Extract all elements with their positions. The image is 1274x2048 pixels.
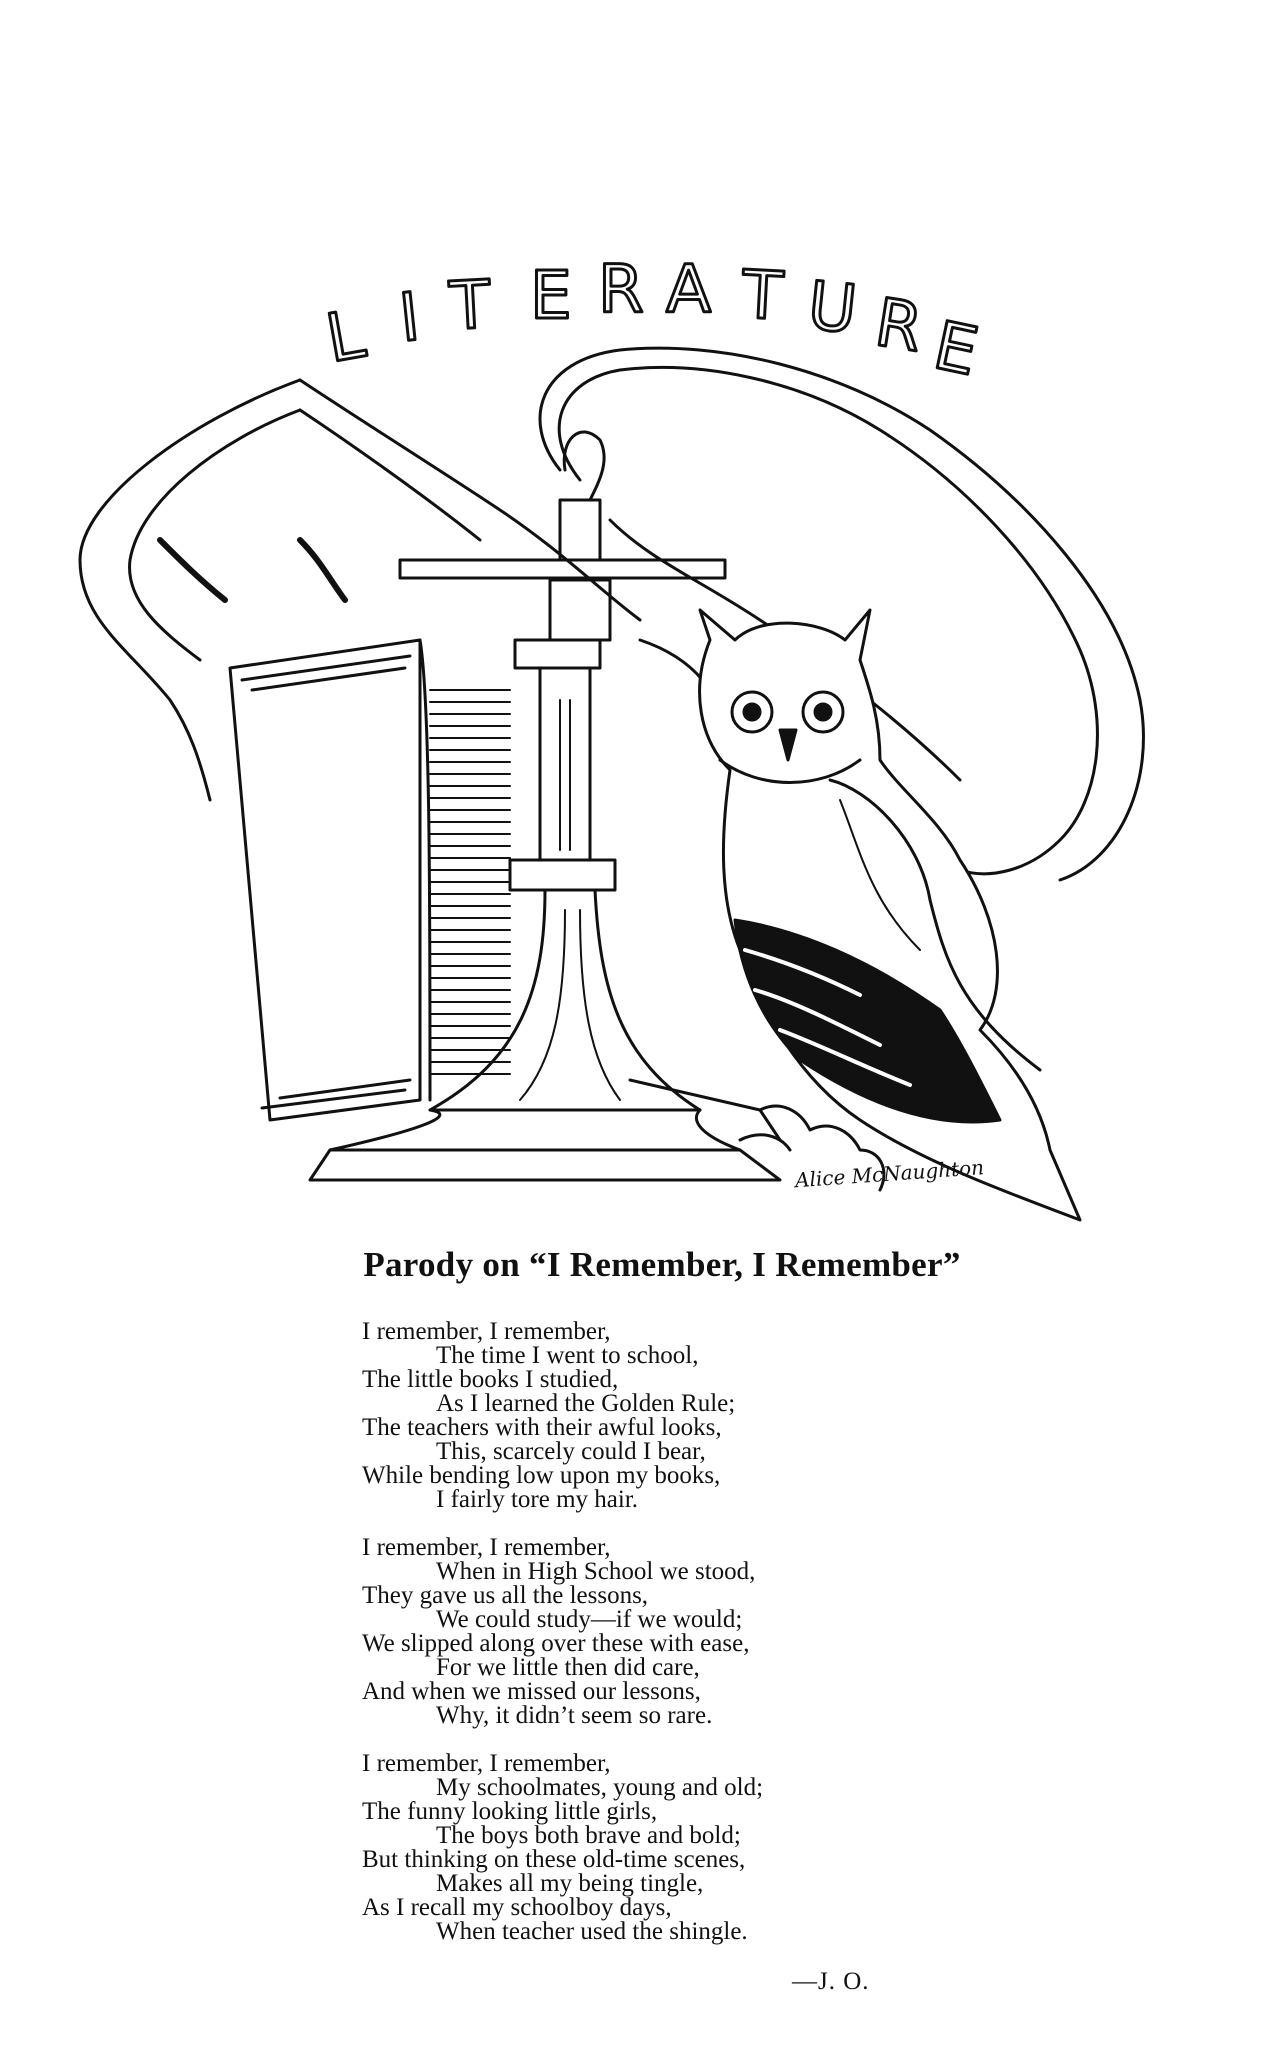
poem-line: I remember, I remember, [362,1534,611,1561]
poem-stanza [362,1536,922,1728]
poem-line: The funny looking little girls, [362,1798,658,1825]
banner-title [321,251,985,391]
owl-icon [700,610,1080,1220]
banner-letter: R [598,251,644,328]
poem-line: The little books I studied, [362,1366,619,1393]
poem-line: Why, it didn’t seem so rare. [436,1702,713,1729]
poem-line: This, scarcely could I bear, [436,1438,706,1465]
banner-letter: E [927,306,985,391]
banner-letter: E [530,257,572,334]
poem-line: And when we missed our lessons, [362,1678,701,1705]
poem-line: The boys both brave and bold; [436,1822,741,1849]
poem-line: The teachers with their awful looks, [362,1414,722,1441]
artist-signature: Alice McNaughton [794,1155,985,1193]
poem-line: As I learned the Golden Rule; [436,1390,736,1417]
banner-letter: L [320,295,371,378]
poem-body [362,1320,922,1968]
banner-letter: U [804,266,861,349]
poem-line: My schoolmates, young and old; [436,1774,764,1801]
banner-letter: T [448,265,493,345]
poem-line: We could study—if we would; [436,1606,743,1633]
poem-line: As I recall my schoolboy days, [362,1894,672,1921]
banner-letter: R [870,283,928,367]
poem-line: When teacher used the shingle. [436,1918,748,1945]
banner-letter: A [666,251,712,328]
poem-stanza [362,1320,922,1512]
poem-line: For we little then did care, [436,1654,700,1681]
banner-letter: I [395,278,424,357]
poem-attribution: —J. O. [792,1968,870,1995]
poem-line: But thinking on these old-time scenes, [362,1846,746,1873]
poem-line: I fairly tore my hair. [436,1486,639,1513]
poem-line: While bending low upon my books, [362,1462,721,1489]
poem-line: I remember, I remember, [362,1750,611,1777]
open-book-icon [230,640,780,1140]
poem-line: The time I went to school, [436,1342,699,1369]
poem-title: Parody on “I Remember, I Remember” [363,1245,961,1284]
poem-line: They gave us all the lessons, [362,1582,649,1609]
poem-stanza [362,1752,922,1944]
poem-line: When in High School we stood, [436,1558,756,1585]
ribbon-scroll-icon [80,348,1143,880]
banner-letter: T [740,256,785,336]
poem-line: We slipped along over these with ease, [362,1630,750,1657]
poem-line: I remember, I remember, [362,1318,611,1345]
poem-line: Makes all my being tingle, [436,1870,704,1897]
